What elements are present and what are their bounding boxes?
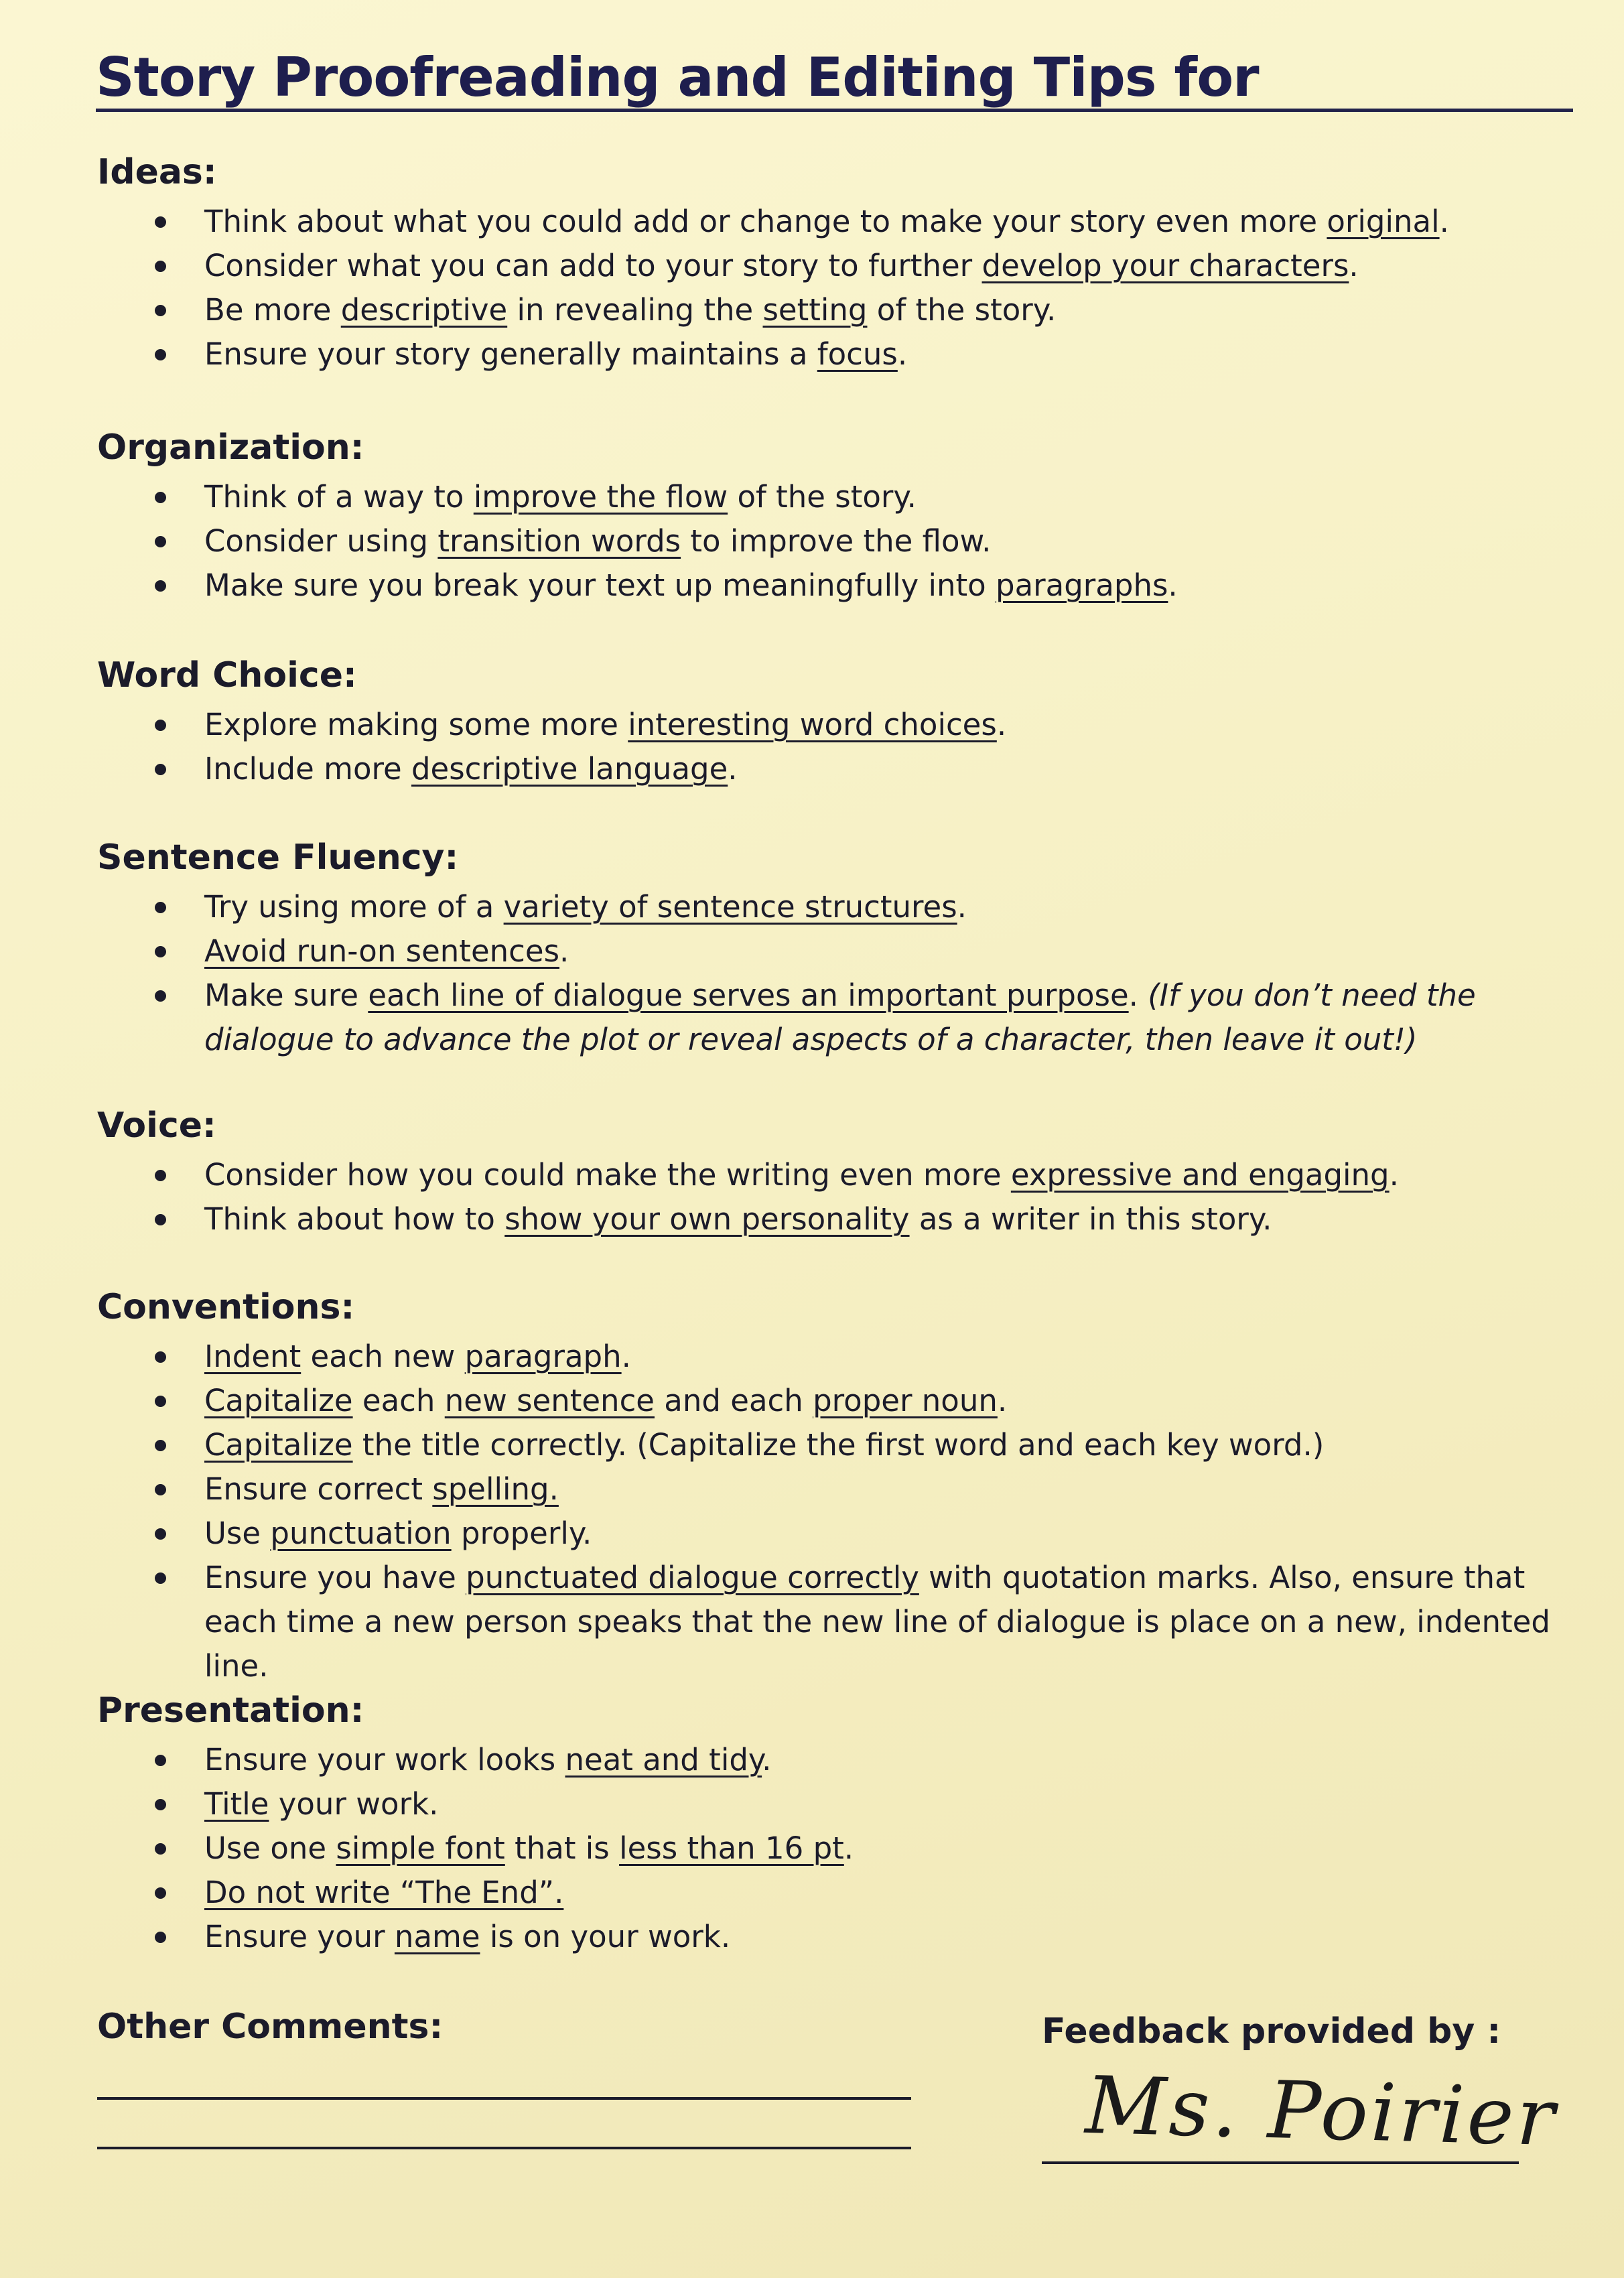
emphasized-phrase: neat and tidy	[565, 1742, 762, 1778]
tip-text: .	[1439, 204, 1449, 239]
tip-text: each	[352, 1383, 445, 1418]
emphasized-phrase: Indent	[204, 1339, 301, 1374]
tip-item	[97, 1197, 1591, 1242]
tip-item	[97, 1738, 1591, 1782]
tip-text: Make sure	[204, 978, 368, 1013]
emphasized-phrase: interesting word choices	[628, 707, 997, 742]
emphasized-phrase: transition words	[437, 523, 681, 559]
tip-text: Ensure correct	[204, 1471, 433, 1507]
tip-item	[97, 1826, 1591, 1871]
emphasized-phrase: punctuation	[270, 1516, 452, 1551]
comment-line[interactable]	[97, 2147, 911, 2149]
tip-item	[97, 244, 1591, 288]
tips-list	[97, 200, 1591, 377]
section-voice	[97, 1102, 1591, 1242]
tip-text: with quotation marks. Also, ensure that each time a new person speaks that the new line of dialogue is place on a new, indented line.	[204, 1560, 1550, 1684]
emphasized-phrase: develop your characters	[982, 248, 1349, 283]
emphasized-phrase: less than 16 pt	[619, 1830, 844, 1866]
emphasized-phrase: proper noun	[813, 1383, 998, 1418]
title-row	[96, 47, 1573, 112]
feedback-label: Feedback provided by :	[1042, 2011, 1501, 2052]
emphasized-phrase: descriptive language	[411, 751, 728, 787]
emphasized-phrase: show your own personality	[504, 1201, 910, 1237]
tip-item	[97, 1423, 1591, 1467]
section-heading: Word Choice:	[97, 655, 357, 695]
teacher-signature: Ms. Poirier	[1084, 2058, 1558, 2164]
signature-line	[1042, 2161, 1519, 2164]
section-heading: Organization:	[97, 427, 364, 468]
emphasized-phrase: Capitalize	[204, 1383, 353, 1418]
tip-text: Consider using	[204, 523, 438, 559]
emphasized-phrase: each line of dialogue serves an important purpose	[368, 978, 1129, 1013]
section-conventions	[97, 1284, 1591, 1688]
tip-text: .	[1128, 978, 1148, 1013]
tip-text: of the story.	[867, 292, 1057, 328]
other-comments-label: Other Comments:	[97, 2007, 444, 2047]
section-heading: Voice:	[97, 1106, 216, 1146]
emphasized-phrase: setting	[762, 292, 868, 328]
comment-line[interactable]	[97, 2097, 911, 2100]
tip-text: Ensure you have	[204, 1560, 466, 1595]
emphasized-phrase: Title	[204, 1786, 269, 1822]
tip-item	[97, 974, 1591, 1062]
tip-text: in revealing the	[507, 292, 763, 328]
tips-list	[97, 1738, 1591, 1959]
tip-text: .	[997, 1383, 1008, 1418]
tip-text: each new	[301, 1339, 465, 1374]
tip-item	[97, 519, 1591, 563]
section-ideas	[97, 149, 1591, 377]
tip-text: as a writer in this story.	[909, 1201, 1272, 1237]
tips-list	[97, 1335, 1591, 1688]
tip-item	[97, 475, 1591, 519]
tip-text: that is	[504, 1830, 620, 1866]
tip-item	[97, 563, 1591, 608]
tip-item	[97, 1512, 1591, 1556]
tip-text: of the story.	[728, 479, 917, 515]
emphasized-phrase: paragraph	[464, 1339, 622, 1374]
tip-text: .	[1168, 567, 1178, 603]
tips-list	[97, 703, 1591, 791]
tip-item	[97, 200, 1591, 244]
tip-text: .	[957, 889, 967, 925]
tip-item	[97, 703, 1591, 747]
tip-text: Ensure your work looks	[204, 1742, 565, 1778]
tips-list	[97, 1153, 1591, 1242]
tip-text: Explore making some more	[204, 707, 628, 742]
emphasized-phrase: improve the flow	[473, 479, 728, 515]
tip-item	[97, 1335, 1591, 1379]
section-heading: Sentence Fluency:	[97, 838, 459, 878]
tip-text: .	[621, 1339, 631, 1374]
tip-text: and each	[655, 1383, 813, 1418]
tip-item	[97, 288, 1591, 332]
tip-text: .	[728, 751, 738, 787]
tip-text: .	[559, 933, 569, 969]
tip-item	[97, 1153, 1591, 1197]
tip-item	[97, 1782, 1591, 1826]
tip-text: .	[1389, 1157, 1399, 1193]
tip-text: .	[762, 1742, 772, 1778]
section-heading: Ideas:	[97, 152, 217, 192]
tip-item	[97, 1467, 1591, 1512]
tip-item	[97, 747, 1591, 791]
tip-text: Include more	[204, 751, 411, 787]
tip-text: .	[996, 707, 1007, 742]
tip-text: Ensure your	[204, 1919, 395, 1954]
tip-text: to improve the flow.	[681, 523, 992, 559]
tip-text: Consider how you could make the writing even more	[204, 1157, 1011, 1193]
tip-text: .	[1349, 248, 1359, 283]
tip-item	[97, 332, 1591, 377]
tip-text: properly.	[451, 1516, 592, 1551]
tip-item	[97, 885, 1591, 929]
emphasized-phrase: spelling.	[432, 1471, 559, 1507]
emphasized-phrase: simple font	[336, 1830, 505, 1866]
emphasized-phrase: punctuated dialogue correctly	[466, 1560, 919, 1595]
tip-text: Be more	[204, 292, 341, 328]
tip-item	[97, 1556, 1591, 1688]
tip-text: Use	[204, 1516, 271, 1551]
emphasized-phrase: variety of sentence structures	[503, 889, 957, 925]
tips-list	[97, 885, 1591, 1062]
tip-item	[97, 1871, 1591, 1915]
tip-text: Use one	[204, 1830, 336, 1866]
page-title: Story Proofreading and Editing Tips for	[96, 46, 1259, 109]
emphasized-phrase: paragraphs	[996, 567, 1168, 603]
tip-text: Try using more of a	[204, 889, 504, 925]
tips-list	[97, 475, 1591, 608]
section-presentation	[97, 1687, 1591, 1959]
emphasized-phrase: Do not write “The End”.	[204, 1875, 564, 1910]
emphasized-phrase: original	[1327, 204, 1440, 239]
section-word-choice	[97, 652, 1591, 791]
tip-text: Make sure you break your text up meaningfully into	[204, 567, 996, 603]
tip-text: Ensure your story generally maintains a	[204, 336, 817, 372]
italic-note: (If you don’t need the dialogue to advance the plot or reveal aspects of a character, then leave it out!)	[204, 978, 1476, 1057]
emphasized-phrase: Capitalize	[204, 1427, 353, 1463]
tip-item	[97, 929, 1591, 974]
tip-item	[97, 1915, 1591, 1959]
tip-text: Consider what you can add to your story to further	[204, 248, 982, 283]
tip-text: the title correctly. (Capitalize the first word and each key word.)	[352, 1427, 1325, 1463]
emphasized-phrase: descriptive	[340, 292, 508, 328]
emphasized-phrase: expressive and engaging	[1010, 1157, 1390, 1193]
tip-item	[97, 1379, 1591, 1423]
tip-text: your work.	[269, 1786, 439, 1822]
tip-text: Think about what you could add or change to make your story even more	[204, 204, 1327, 239]
tip-text: Think about how to	[204, 1201, 505, 1237]
tip-text: Think of a way to	[204, 479, 474, 515]
emphasized-phrase: name	[394, 1919, 480, 1954]
tip-text: .	[843, 1830, 854, 1866]
section-organization	[97, 424, 1591, 608]
emphasized-phrase: focus	[817, 336, 898, 372]
section-heading: Presentation:	[97, 1690, 364, 1731]
tip-text: .	[897, 336, 908, 372]
emphasized-phrase: new sentence	[444, 1383, 655, 1418]
section-sentence-fluency	[97, 834, 1591, 1062]
emphasized-phrase: Avoid run-on sentences	[204, 933, 560, 969]
tip-text: is on your work.	[480, 1919, 731, 1954]
section-heading: Conventions:	[97, 1287, 355, 1327]
